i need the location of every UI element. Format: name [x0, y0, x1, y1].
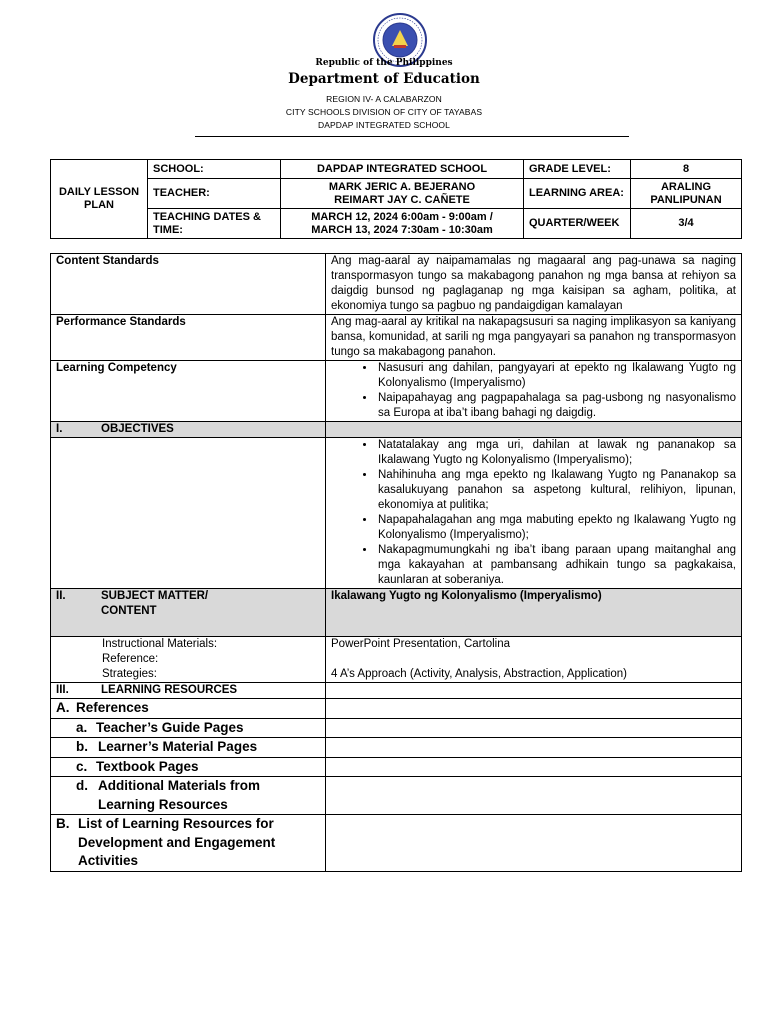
objective-item: • Nahihinuha ang mga epekto ng Ikalawang Yugto ng Pananakop sa kasalukuyang panahon sa aspetong kultural, relihiyon, lipunan, ekonomiya at pulitika; — [376, 468, 736, 513]
ref-a1-marker: a. — [76, 719, 88, 735]
republic-label: Republic of the Philippines — [315, 58, 453, 68]
references-value — [326, 699, 742, 719]
materials-label: Instructional Materials: — [102, 638, 218, 650]
performance-standards-label: Performance Standards — [51, 315, 326, 361]
learning-resources-heading — [51, 683, 326, 699]
quarter-field-label: QUARTER/WEEK — [524, 209, 631, 239]
ref-a-label: References — [76, 700, 149, 715]
date-line-1: MARCH 12, 2024 6:00am - 9:00am / — [311, 210, 493, 223]
learners-material-value — [326, 738, 742, 758]
teacher-field-value — [281, 179, 524, 209]
materials-values — [326, 637, 742, 683]
header-divider — [195, 136, 629, 137]
objective-item: • Nakapagmumungkahi ng iba’t ibang paraan upang maitanghal ang mga kakayahan at pambansang adhikain tungo sa pagkakaisa, kaunlaran at soberaniya. — [376, 543, 736, 588]
ref-b-label: List of Learning Resources for Development and Engagement Activities — [78, 816, 276, 868]
textbook-pages-row — [51, 757, 326, 777]
division-label: CITY SCHOOLS DIVISION OF CITY OF TAYABAS — [285, 107, 483, 117]
ref-a1-label: Teacher’s Guide Pages — [96, 719, 244, 735]
objectives-heading — [51, 422, 326, 438]
objectives-heading-blank — [326, 422, 742, 438]
references-row — [51, 699, 326, 719]
grade-field-value: 8 — [631, 160, 742, 179]
learners-material-row — [51, 738, 326, 758]
ref-b1-marker: b. — [76, 739, 88, 754]
learning-resources-blank — [326, 683, 742, 699]
competency-item: • Naipapahayag ang pagpapahalaga sa pag-usbong ng nasyonalismo sa Europa at iba’t ibang bahagi ng daigdig. — [376, 391, 736, 421]
teachers-guide-row — [51, 718, 326, 738]
grade-field-label: GRADE LEVEL: — [524, 160, 631, 179]
resources-label: LEARNING RESOURCES — [101, 684, 238, 696]
department-title: Department of Education — [288, 71, 480, 87]
school-label: DAPDAP INTEGRATED SCHOOL — [318, 120, 450, 130]
objectives-num: I. — [56, 423, 63, 435]
dates-field-label: TEACHING DATES & TIME: — [148, 209, 281, 239]
list-resources-value — [326, 815, 742, 872]
ref-a-marker: A. — [56, 700, 70, 715]
resources-num: III. — [56, 684, 69, 696]
region-label: REGION IV- A CALABARZON — [326, 94, 442, 104]
objective-item: • Napapahalagahan ang mga mabuting epekto ng Ikalawang Yugto ng Kolonyalismo (Imperyalismo); — [376, 513, 736, 543]
lesson-info-table — [50, 159, 742, 239]
school-field-value: DAPDAP INTEGRATED SCHOOL — [281, 160, 524, 179]
performance-standards-text: Ang mag-aaral ay kritikal na nakapagsusuri sa naging implikasyon sa kaniyang bansa, komunidad, at sarili ng mga pangyayari sa panahon ng transpormasyon tungo sa makabagong panahon. — [326, 315, 742, 361]
subject-label-2: CONTENT — [101, 605, 157, 617]
teachers-guide-value — [326, 718, 742, 738]
additional-materials-row — [51, 777, 326, 815]
teacher-field-label: TEACHER: — [148, 179, 281, 209]
dlp-title: DAILY LESSON PLAN — [51, 160, 148, 239]
area-field-value: ARALING PANLIPUNAN — [631, 179, 742, 209]
objectives-blank — [51, 438, 326, 589]
learning-competency-label: Learning Competency — [51, 361, 326, 422]
objectives-list — [326, 438, 742, 589]
school-field-label: SCHOOL: — [148, 160, 281, 179]
subject-label — [101, 589, 208, 619]
area-field-label: LEARNING AREA: — [524, 179, 631, 209]
reference-value-blank — [331, 652, 736, 667]
date-line-2: MARCH 13, 2024 7:30am - 10:30am — [311, 223, 493, 236]
content-standards-label: Content Standards — [51, 254, 326, 315]
quarter-field-value: 3/4 — [631, 209, 742, 239]
ref-d1-label: Additional Materials from Learning Resources — [98, 778, 261, 812]
subject-matter-heading — [51, 589, 326, 637]
reference-label: Reference: — [102, 653, 159, 665]
competency-item: • Nasusuri ang dahilan, pangyayari at epekto ng Ikalawang Yugto ng Kolonyalismo (Imperyalismo) — [376, 361, 736, 391]
ref-b-marker: B. — [56, 816, 70, 831]
materials-value: PowerPoint Presentation, Cartolina — [331, 638, 510, 650]
objectives-label: OBJECTIVES — [101, 423, 174, 435]
strategies-value: 4 A’s Approach (Activity, Analysis, Abstraction, Application) — [331, 668, 627, 680]
learning-competency-list — [326, 361, 742, 422]
ref-b1-label: Learner’s Material Pages — [98, 739, 258, 754]
objective-item: • Natatalakay ang mga uri, dahilan at lawak ng pananakop sa Ikalawang Yugto ng Kolonyalismo (Imperyalismo); — [376, 438, 736, 468]
additional-materials-value — [326, 777, 742, 815]
dates-field-value — [281, 209, 524, 239]
subject-num: II. — [56, 590, 66, 602]
textbook-pages-value — [326, 757, 742, 777]
teacher-name-2: REIMART JAY C. CAÑETE — [334, 193, 470, 206]
subject-label-1: SUBJECT MATTER/ — [101, 590, 209, 602]
strategies-label: Strategies: — [102, 668, 157, 680]
ref-c1-label: Textbook Pages — [96, 758, 199, 774]
list-resources-row — [51, 815, 326, 872]
ref-c1-marker: c. — [76, 758, 88, 774]
content-standards-text: Ang mag-aaral ay naipamamalas ng magaaral ang pag-unawa sa naging transpormasyon tungo sa makabagong panahon ng mga bansa at rehiyon sa daigdig bunsod ng paglaganap ng mga kaisipan sa agham, politika, at ekonomiya tungo sa pagbuo ng pandaigdigan kamalayan — [326, 254, 742, 315]
lesson-plan-table — [50, 253, 742, 872]
ref-d1-marker: d. — [76, 778, 88, 793]
materials-labels — [51, 637, 326, 683]
subject-matter-value: Ikalawang Yugto ng Kolonyalismo (Imperyalismo) — [326, 589, 742, 637]
teacher-name-1: MARK JERIC A. BEJERANO — [328, 180, 476, 193]
